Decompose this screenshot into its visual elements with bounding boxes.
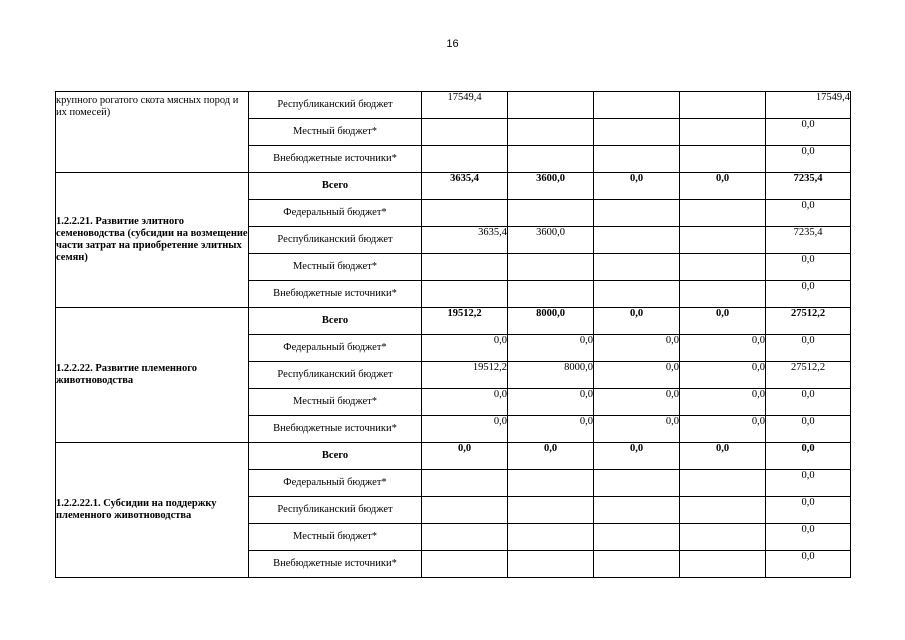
value-cell <box>680 551 766 578</box>
value-cell: 0,0 <box>680 308 766 335</box>
total-cell: 0,0 <box>766 200 851 227</box>
source-cell: Внебюджетные источники* <box>249 146 422 173</box>
value-cell <box>422 254 508 281</box>
total-cell: 0,0 <box>766 254 851 281</box>
value-cell: 17549,4 <box>422 92 508 119</box>
source-cell: Федеральный бюджет* <box>249 470 422 497</box>
value-cell: 0,0 <box>508 389 594 416</box>
item-title: 1.2.2.22.1. Субсидии на поддержку племенного животноводства <box>56 443 249 578</box>
source-cell: Республиканский бюджет <box>249 362 422 389</box>
source-cell: Местный бюджет* <box>249 389 422 416</box>
value-cell <box>508 497 594 524</box>
value-cell <box>594 551 680 578</box>
total-cell: 0,0 <box>766 470 851 497</box>
value-cell <box>422 119 508 146</box>
source-cell: Внебюджетные источники* <box>249 551 422 578</box>
value-cell: 0,0 <box>594 308 680 335</box>
value-cell: 0,0 <box>594 173 680 200</box>
value-cell: 8000,0 <box>508 362 594 389</box>
total-cell: 0,0 <box>766 524 851 551</box>
total-cell: 17549,4 <box>766 92 851 119</box>
value-cell <box>422 497 508 524</box>
value-cell <box>680 200 766 227</box>
total-cell: 0,0 <box>766 416 851 443</box>
source-cell: Республиканский бюджет <box>249 92 422 119</box>
source-cell: Местный бюджет* <box>249 119 422 146</box>
source-cell: Всего <box>249 443 422 470</box>
total-cell: 0,0 <box>766 335 851 362</box>
item-title: 1.2.2.21. Развитие элитного семеноводства (субсидии на возмещение части затрат на приобретение элитных семян) <box>56 173 249 308</box>
value-cell: 0,0 <box>422 416 508 443</box>
total-cell: 0,0 <box>766 443 851 470</box>
value-cell: 0,0 <box>680 173 766 200</box>
value-cell <box>508 146 594 173</box>
value-cell: 0,0 <box>422 443 508 470</box>
value-cell: 3635,4 <box>422 173 508 200</box>
value-cell <box>680 119 766 146</box>
value-cell <box>422 470 508 497</box>
total-cell: 0,0 <box>766 119 851 146</box>
value-cell: 19512,2 <box>422 362 508 389</box>
value-cell: 0,0 <box>422 335 508 362</box>
value-cell <box>508 254 594 281</box>
value-cell: 0,0 <box>508 443 594 470</box>
value-cell <box>680 470 766 497</box>
value-cell <box>594 146 680 173</box>
value-cell: 0,0 <box>594 389 680 416</box>
value-cell <box>594 227 680 254</box>
total-cell: 0,0 <box>766 389 851 416</box>
source-cell: Республиканский бюджет <box>249 227 422 254</box>
value-cell: 0,0 <box>422 389 508 416</box>
table-row <box>56 308 851 335</box>
source-cell: Внебюджетные источники* <box>249 281 422 308</box>
value-cell: 0,0 <box>680 362 766 389</box>
source-cell: Всего <box>249 308 422 335</box>
value-cell <box>594 200 680 227</box>
total-cell: 0,0 <box>766 551 851 578</box>
budget-table <box>55 91 851 578</box>
value-cell <box>680 281 766 308</box>
value-cell: 0,0 <box>680 443 766 470</box>
source-cell: Всего <box>249 173 422 200</box>
value-cell <box>594 497 680 524</box>
value-cell <box>680 254 766 281</box>
value-cell <box>422 281 508 308</box>
page-number: 16 <box>446 38 459 50</box>
value-cell <box>680 497 766 524</box>
total-cell: 27512,2 <box>766 362 851 389</box>
value-cell <box>594 92 680 119</box>
source-cell: Федеральный бюджет* <box>249 335 422 362</box>
value-cell: 0,0 <box>594 416 680 443</box>
value-cell <box>680 227 766 254</box>
item-title: крупного рогатого скота мясных пород и их помесей) <box>56 92 249 173</box>
total-cell: 0,0 <box>766 497 851 524</box>
value-cell <box>594 119 680 146</box>
table-row <box>56 173 851 200</box>
value-cell <box>508 119 594 146</box>
item-title: 1.2.2.22. Развитие племенного животноводства <box>56 308 249 443</box>
value-cell: 0,0 <box>594 335 680 362</box>
source-cell: Местный бюджет* <box>249 254 422 281</box>
value-cell: 3600,0 <box>508 173 594 200</box>
source-cell: Республиканский бюджет <box>249 497 422 524</box>
value-cell <box>508 281 594 308</box>
value-cell: 0,0 <box>680 416 766 443</box>
source-cell: Местный бюджет* <box>249 524 422 551</box>
table-row <box>56 92 851 119</box>
value-cell <box>508 200 594 227</box>
value-cell: 3600,0 <box>508 227 594 254</box>
value-cell <box>594 281 680 308</box>
value-cell <box>508 524 594 551</box>
value-cell <box>594 254 680 281</box>
value-cell <box>680 146 766 173</box>
value-cell <box>594 470 680 497</box>
value-cell <box>680 524 766 551</box>
total-cell: 0,0 <box>766 146 851 173</box>
total-cell: 27512,2 <box>766 308 851 335</box>
value-cell <box>422 551 508 578</box>
value-cell: 19512,2 <box>422 308 508 335</box>
value-cell: 0,0 <box>680 389 766 416</box>
total-cell: 0,0 <box>766 281 851 308</box>
value-cell <box>422 524 508 551</box>
value-cell <box>594 524 680 551</box>
value-cell: 0,0 <box>508 416 594 443</box>
total-cell: 7235,4 <box>766 173 851 200</box>
value-cell <box>508 92 594 119</box>
source-cell: Федеральный бюджет* <box>249 200 422 227</box>
value-cell: 8000,0 <box>508 308 594 335</box>
value-cell <box>680 92 766 119</box>
total-cell: 7235,4 <box>766 227 851 254</box>
value-cell <box>422 200 508 227</box>
value-cell: 0,0 <box>594 443 680 470</box>
value-cell: 0,0 <box>594 362 680 389</box>
value-cell: 0,0 <box>508 335 594 362</box>
table-row <box>56 443 851 470</box>
value-cell <box>422 146 508 173</box>
value-cell: 0,0 <box>680 335 766 362</box>
source-cell: Внебюджетные источники* <box>249 416 422 443</box>
value-cell <box>508 470 594 497</box>
value-cell <box>508 551 594 578</box>
value-cell: 3635,4 <box>422 227 508 254</box>
